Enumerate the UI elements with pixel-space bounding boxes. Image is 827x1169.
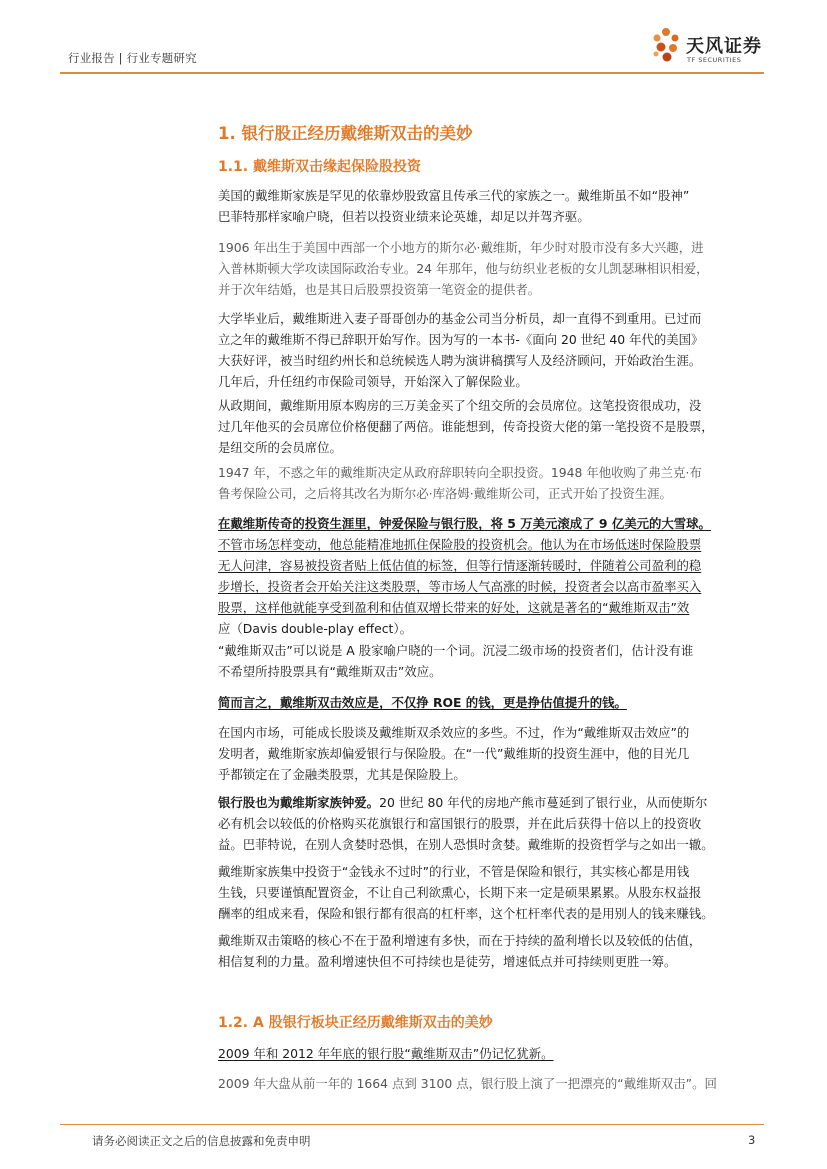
paragraph-8 xyxy=(218,692,760,713)
text-line: 步增长，投资者会开始关注这类股票，等市场人气高涨的时候，投资者会以高市盈率买入 xyxy=(218,579,702,594)
text-line: 戴维斯家族集中投资于“金钱永不过时”的行业，不管是保险和银行，其实核心都是用钱 xyxy=(218,864,690,879)
paragraph-11 xyxy=(218,861,760,924)
text-line: 2009 年和 2012 年年底的银行股“戴维斯双击”仍记忆犹新。 xyxy=(218,1046,554,1061)
paragraph-14 xyxy=(218,1073,760,1094)
text-line-rest: 20 世纪 80 年代的房地产熊市蔓延到了银行业，从而使斯尔 xyxy=(379,795,708,810)
logo-mark-icon xyxy=(648,26,684,66)
paragraph-4 xyxy=(218,395,760,458)
subsection-heading-2: 1.2. A 股银行板块正经历戴维斯双击的美妙 xyxy=(218,1015,493,1031)
paragraph-1 xyxy=(218,185,760,227)
text-line: 从政期间，戴维斯用原本购房的三万美金买了个纽交所的会员席位。这笔投资很成功，没 xyxy=(218,398,702,413)
text-line: 在戴维斯传奇的投资生涯里，钟爱保险与银行股，将 5 万美元滚成了 9 亿美元的大雪球。 xyxy=(218,516,711,531)
text-line: 应（Davis double-play effect）。 xyxy=(218,621,412,636)
paragraph-13 xyxy=(218,1043,760,1064)
paragraph-6 xyxy=(218,513,760,639)
text-line: 过几年他买的会员席位价格便翻了两倍。谁能想到，传奇投资大佬的第一笔投资不是股票， xyxy=(218,419,714,434)
text-line: 不希望所持股票具有“戴维斯双击”效应。 xyxy=(218,664,442,679)
page-number: 3 xyxy=(748,1133,756,1147)
text-line: 大学毕业后，戴维斯进入妻子哥哥创办的基金公司当分析员，却一直得不到重用。已过而 xyxy=(218,311,702,326)
text-line: 股票，这样他就能享受到盈利和估值双增长带来的好处，这就是著名的“戴维斯双击”效 xyxy=(218,600,690,615)
text-line xyxy=(218,792,760,813)
text-line: 益。巴菲特说，在别人贪婪时恐惧，在别人恐惧时贪婪。戴维斯的投资哲学与之如出一辙。 xyxy=(218,837,714,852)
text-line: 必有机会以较低的价格购买花旗银行和富国银行的股票，并在此后获得十倍以上的投资收 xyxy=(218,816,702,831)
text-line: 美国的戴维斯家族是罕见的依靠炒股致富且传承三代的家族之一。戴维斯虽不如“股神” xyxy=(218,188,690,203)
text-line: 巴菲特那样家喻户晓，但若以投资业绩来论英雄，却足以并驾齐驱。 xyxy=(218,209,590,224)
text-line: 并于次年结婚，也是其日后股票投资第一笔资金的提供者。 xyxy=(218,282,541,297)
paragraph-2 xyxy=(218,237,760,300)
report-breadcrumb: 行业报告 | 行业专题研究 xyxy=(68,51,197,65)
text-line: 大获好评，被当时纽约州长和总统候选人聘为演讲稿撰写人及经济顾问，开始政治生涯。 xyxy=(218,353,702,368)
paragraph-12 xyxy=(218,930,760,972)
text-line: 无人问津，容易被投资者贴上低估值的标签，但等行情逐渐转暖时，伴随着公司盈利的稳 xyxy=(218,558,702,573)
paragraph-9 xyxy=(218,722,760,785)
paragraph-7 xyxy=(218,640,760,682)
text-line: 简而言之，戴维斯双击效应是，不仅挣 ROE 的钱，更是挣估值提升的钱。 xyxy=(218,695,627,710)
footer-disclaimer: 请务必阅读正文之后的信息披露和免责申明 xyxy=(92,1134,311,1148)
text-line: 乎都锁定在了金融类股票，尤其是保险股上。 xyxy=(218,767,466,782)
section-heading: 1. 银行股正经历戴维斯双击的美妙 xyxy=(218,124,473,143)
bold-lead: 银行股也为戴维斯家族钟爱。 xyxy=(218,795,380,810)
text-line: 生钱，只要谨慎配置资金，不让自己利欲熏心，长期下来一定是硕果累累。从股东权益报 xyxy=(218,885,702,900)
footer-divider xyxy=(60,1124,764,1125)
text-line: 酬率的组成来看，保险和银行都有很高的杠杆率，这个杠杆率代表的是用别人的钱来赚钱。 xyxy=(218,906,714,921)
text-line: 1906 年出生于美国中西部一个小地方的斯尔必·戴维斯，年少时对股市没有多大兴趣，进 xyxy=(218,240,704,255)
text-line: 戴维斯双击策略的核心不在于盈利增速有多快，而在于持续的盈利增长以及较低的估值， xyxy=(218,933,702,948)
company-logo xyxy=(648,26,768,70)
text-line: 2009 年大盘从前一年的 1664 点到 3100 点，银行股上演了一把漂亮的“戴维斯双击”。回 xyxy=(218,1076,717,1091)
subsection-heading-1: 1.1. 戴维斯双击缘起保险股投资 xyxy=(218,159,421,175)
text-line: “戴维斯双击”可以说是 A 股家喻户晓的一个词。沉浸二级市场的投资者们，估计没有谁 xyxy=(218,643,694,658)
text-line: 1947 年，不惑之年的戴维斯决定从政府辞职转向全职投资。1948 年他收购了弗兰克·布 xyxy=(218,465,702,480)
text-line: 立之年的戴维斯不得已辞职开始写作。因为写的一本书-《面向 20 世纪 40 年代的美国》 xyxy=(218,332,704,347)
header-divider xyxy=(60,72,764,74)
text-line: 在国内市场，可能成长股谈及戴维斯双杀效应的多些。不过，作为“戴维斯双击效应”的 xyxy=(218,725,690,740)
text-line: 发明者，戴维斯家族却偏爱银行与保险股。在“一代”戴维斯的投资生涯中，他的目光几 xyxy=(218,746,690,761)
logo-name: 天风证券 xyxy=(686,36,762,57)
text-line: 不管市场怎样变动，他总能精准地抓住保险股的投资机会。他认为在市场低迷时保险股票 xyxy=(218,537,702,552)
paragraph-10 xyxy=(218,792,760,855)
text-line: 入普林斯顿大学攻读国际政治专业。24 年那年，他与纺织业老板的女儿凯瑟琳相识相爱， xyxy=(218,261,709,276)
logo-subtitle: TF SECURITIES xyxy=(687,56,742,64)
text-line: 相信复利的力量。盈利增速快但不可持续也是徒劳，增速低点并可持续则更胜一筹。 xyxy=(218,954,677,969)
paragraph-3 xyxy=(218,308,760,392)
text-line: 鲁考保险公司，之后将其改名为斯尔必·库洛姆·戴维斯公司，正式开始了投资生涯。 xyxy=(218,486,672,501)
text-line: 是纽交所的会员席位。 xyxy=(218,440,342,455)
text-line: 几年后，升任纽约市保险司领导，开始深入了解保险业。 xyxy=(218,374,528,389)
paragraph-5 xyxy=(218,462,760,504)
